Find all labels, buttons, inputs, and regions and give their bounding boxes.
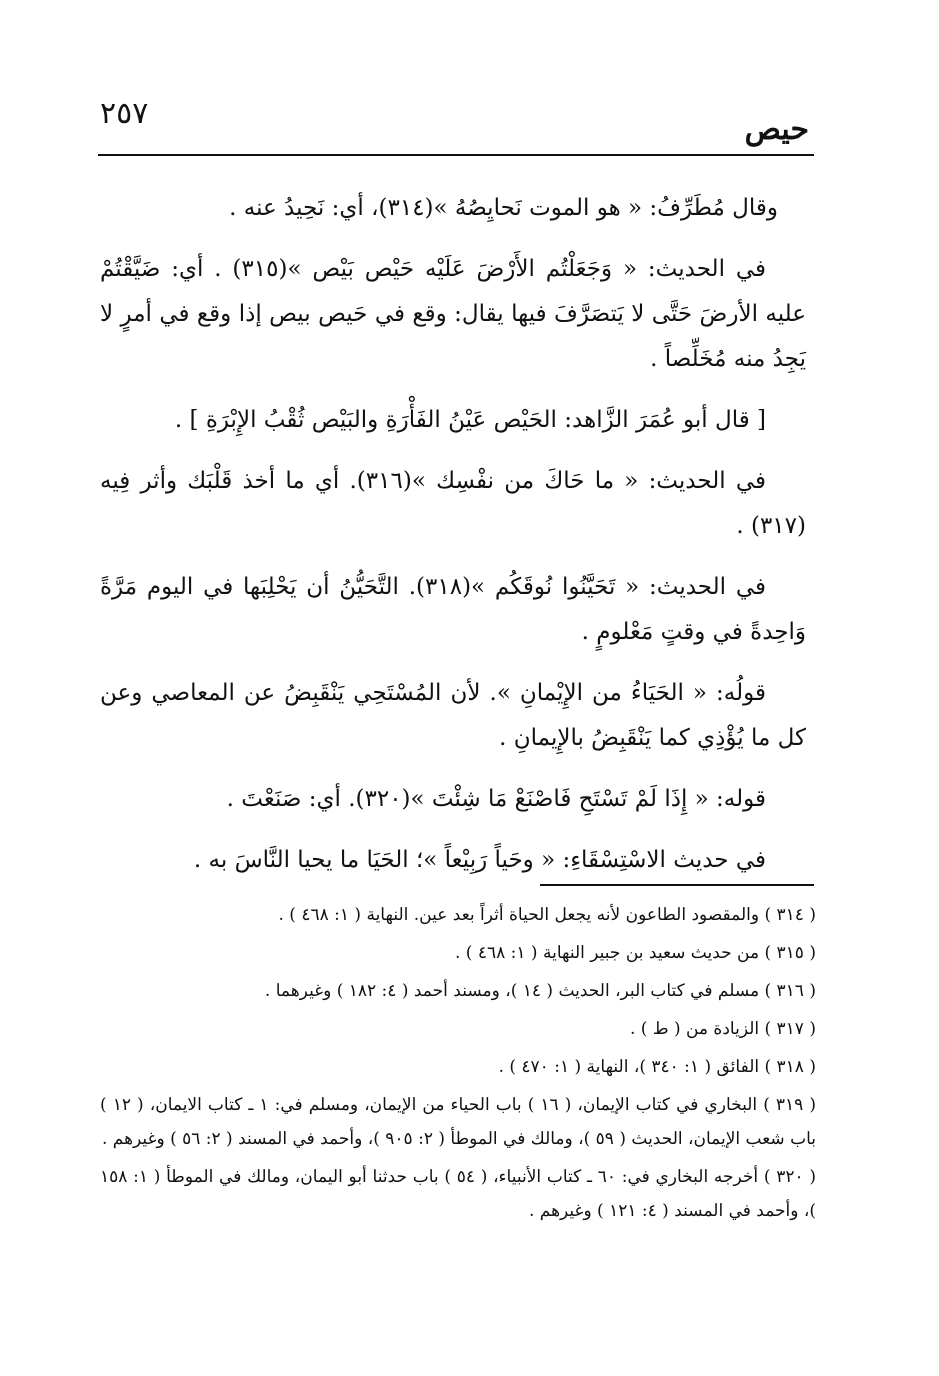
body-paragraph: في الحديث: « ما حَاكَ من نفْسِك »(٣١٦). أي ما أخذ قَلْبَك وأثر فِيه (٣١٧) . — [100, 468, 806, 539]
footnote: ( ٣٢٠ ) أخرجه البخاري في: ٦٠ ـ كتاب الأنبياء، ( ٥٤ ) باب حدثنا أبو اليمان، ومالك في الموطأ ( ١: ١٥٨ )، وأحمد في المسند ( ٤: ١٢١ ) وغيرهم . — [100, 1167, 816, 1221]
page-number: ٢٥٧ — [100, 96, 149, 131]
body-paragraph: وقال مُطَرِّفُ: « هو الموت نَحايِصُهُ »(٣١٤)، أي: نَحِيدُ عنه . — [229, 195, 778, 221]
footnotes — [100, 898, 816, 1232]
main-text — [100, 186, 806, 899]
body-paragraph: قولُه: « الحَيَاءُ من الإِيْمانِ ». لأن المُسْتَحِي يَنْقَبِضُ عن المعاصي وعن كل ما يُؤْذِي كما يَنْقَبِضُ بالإِيمانِ . — [100, 680, 806, 751]
footnote-rule — [540, 884, 814, 886]
footnote: ( ٣١٧ ) الزيادة من ( ط ) . — [629, 1019, 816, 1039]
footnote: ( ٣١٤ ) والمقصود الطاعون لأنه يجعل الحياة أثراً بعد عين. النهاية ( ١: ٤٦٨ ) . — [278, 905, 816, 925]
footnote: ( ٣١٦ ) مسلم في كتاب البر، الحديث ( ١٤ )، ومسند أحمد ( ٤: ١٨٢ ) وغيرهما . — [264, 981, 816, 1001]
running-head: حيص — [744, 112, 809, 147]
footnote: ( ٣١٨ ) الفائق ( ١: ٣٤٠ )، النهاية ( ١: ٤٧٠ ) . — [498, 1057, 816, 1077]
body-paragraph: قوله: « إِذَا لَمْ تَسْتَحِ فَاصْنَعْ مَا شِئْتَ »(٣٢٠). أي: صَنَعْتَ . — [226, 786, 766, 812]
footnote: ( ٣١٩ ) البخاري في كتاب الإيمان، ( ١٦ ) باب الحياء من الإيمان، ومسلم في: ١ ـ كتاب الايمان، ( ١٢ ) باب شعب الإيمان، الحديث ( ٥٩ )، ومالك في الموطأ ( ٢: ٩٠٥ )، وأحمد في المسند ( ٢: ٥٦ ) وغيرهم . — [100, 1095, 816, 1149]
body-paragraph: في حديث الاسْتِسْقَاءِ: « وحَياً رَبِيْعاً »؛ الحَيَا ما يحيا النَّاسَ به . — [193, 847, 766, 873]
body-paragraph: في الحديث: « تَحَيَّنُوا نُوقَكُم »(٣١٨). التَّحَيُّنُ أن يَحْلِبَها في اليوم مَرَّةً وَاحِدةً في وقتٍ مَعْلومٍ . — [100, 574, 806, 645]
body-paragraph: في الحديث: « وَجَعَلْتُم الأَرْضَ عَلَيْه حَيْص بَيْص »(٣١٥) . أي: ضَيَّقْتُمْ عليه الأرضَ حَتَّى لا يَتصَرَّفَ فيها يقال: وقع في حَيص بيص إذا وقع في أمرٍ لا يَجِدُ منه مُخَلِّصاً . — [100, 256, 806, 372]
footnote: ( ٣١٥ ) من حديث سعيد بن جبير النهاية ( ١: ٤٦٨ ) . — [455, 943, 816, 963]
body-paragraph: [ قال أبو عُمَرَ الزَّاهد: الحَيْص عَيْنُ الفَأْرَةِ والبَيْص ثُقْبُ الإِبْرَةِ ] . — [174, 407, 766, 433]
header-rule — [98, 154, 814, 156]
